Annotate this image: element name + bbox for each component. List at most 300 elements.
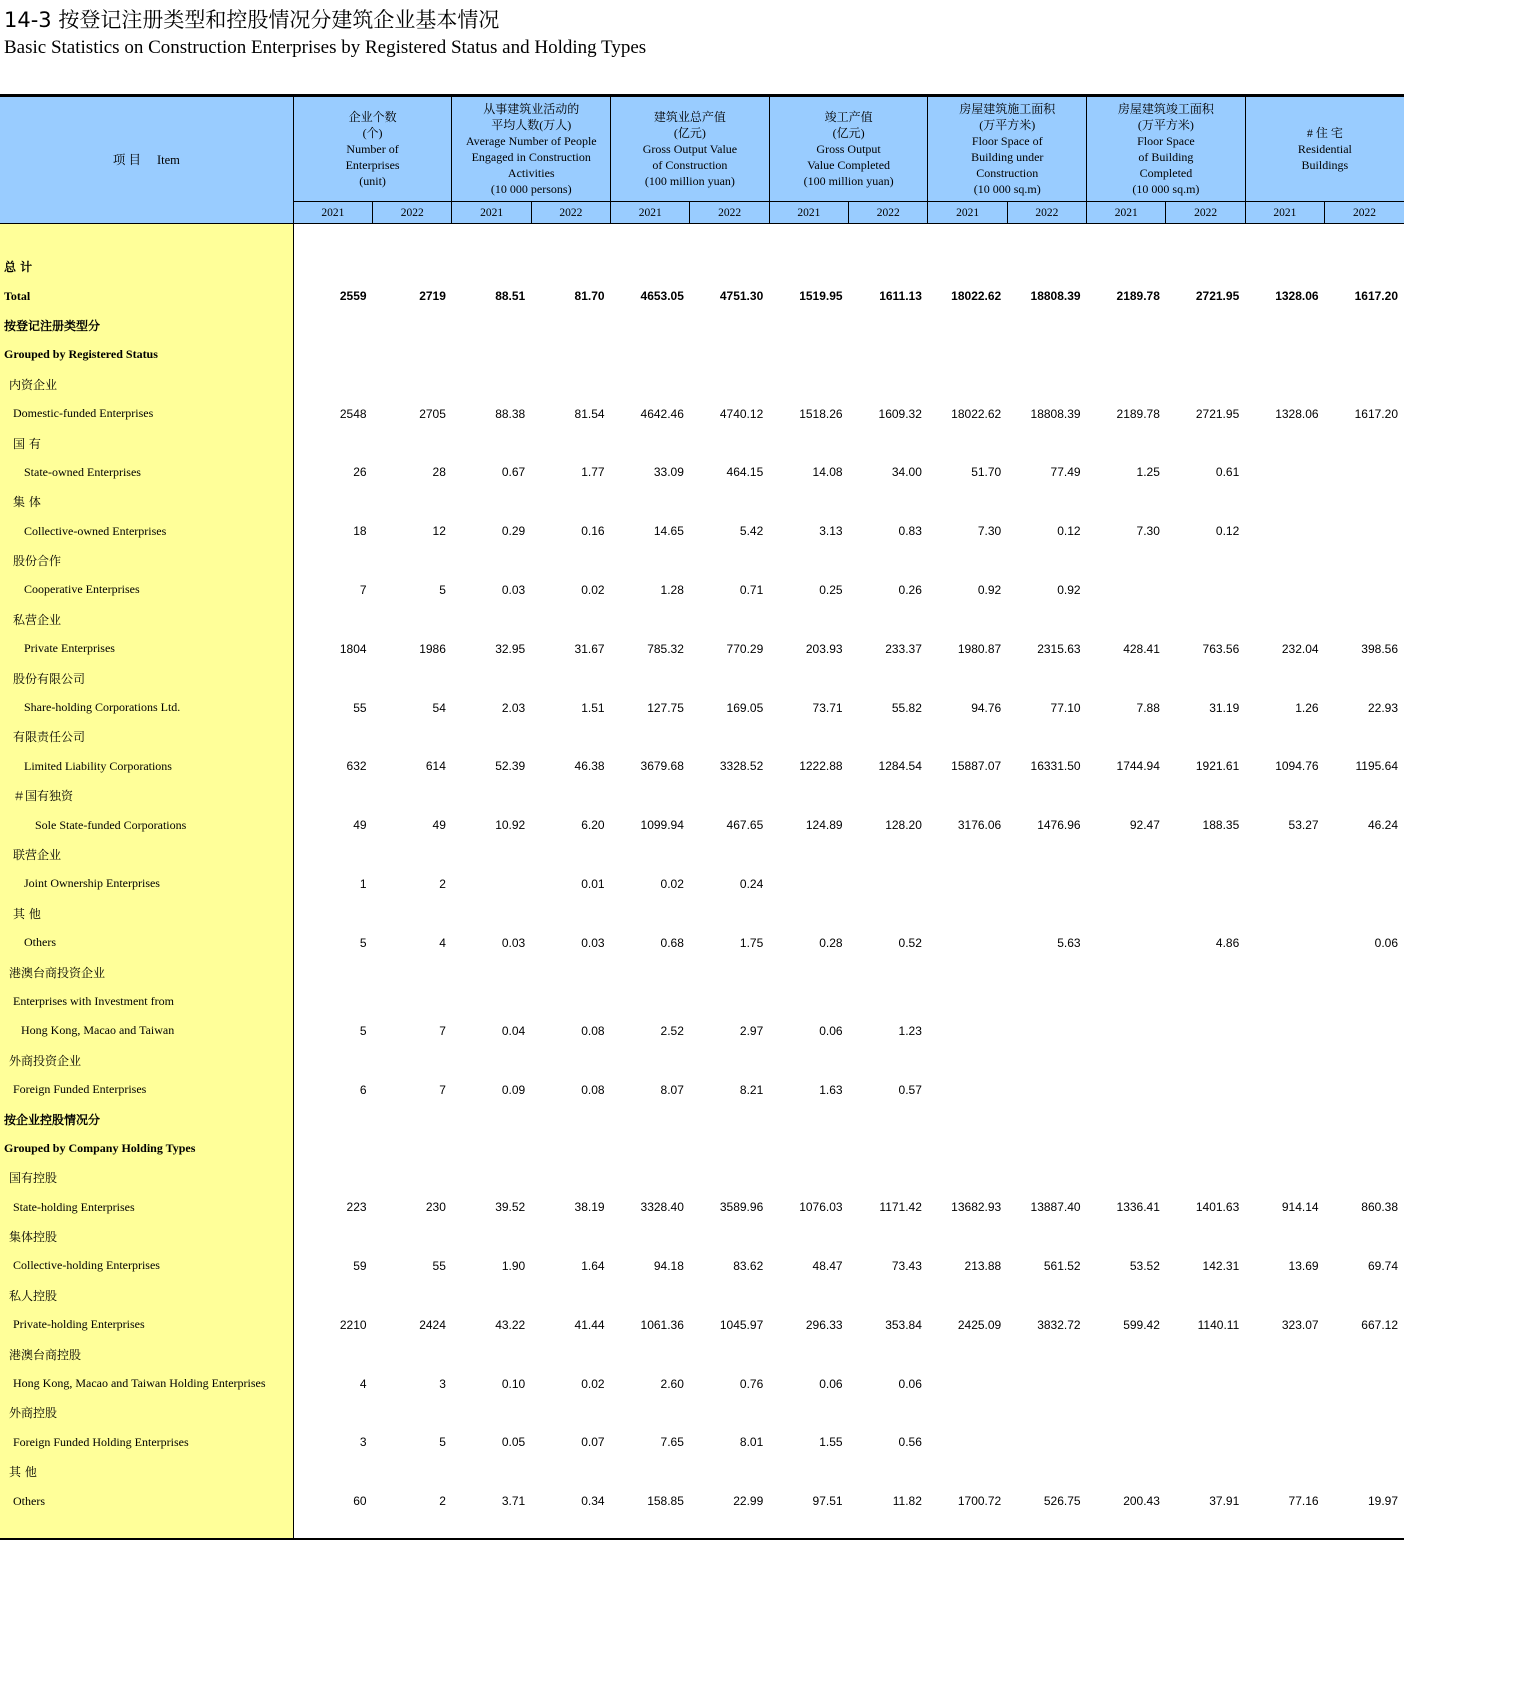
value-cell: [849, 1163, 928, 1192]
row-label: 港澳台商控股: [0, 1339, 293, 1368]
value-cell: [769, 1134, 848, 1163]
row-label: 联营企业: [0, 840, 293, 869]
value-cell: [293, 340, 372, 369]
value-cell: 14.65: [653, 524, 684, 539]
value-cell: [1245, 899, 1324, 928]
row-label: Share-holding Corporations Ltd.: [0, 693, 293, 722]
value-cell: [1087, 487, 1166, 516]
value-cell: [849, 957, 928, 986]
value-cell: 55: [432, 1258, 446, 1273]
value-cell: [611, 663, 690, 692]
value-cell: [531, 899, 610, 928]
row-label: 私人控股: [0, 1281, 293, 1310]
spacer-cell: [690, 1516, 769, 1539]
table-row: [0, 1046, 1404, 1075]
value-cell: 0.92: [977, 582, 1002, 597]
item-column-header: [0, 96, 293, 224]
value-cell: 1617.20: [1354, 406, 1398, 421]
value-cell: [928, 1339, 1007, 1368]
value-cell: 2705: [419, 406, 446, 421]
value-cell: [373, 1281, 452, 1310]
value-cell: [1007, 1016, 1086, 1045]
value-cell: [928, 487, 1007, 516]
value-cell: [1245, 370, 1324, 399]
value-cell: [1087, 869, 1166, 898]
value-cell: [1087, 428, 1166, 457]
value-cell: 77.10: [1050, 700, 1081, 715]
value-cell: 1284.54: [878, 759, 922, 774]
value-cell: [1325, 1134, 1404, 1163]
value-cell: 33.09: [653, 465, 684, 480]
value-cell: [531, 546, 610, 575]
avg-people-header: [452, 96, 611, 202]
value-cell: [1166, 1046, 1245, 1075]
value-cell: [928, 1281, 1007, 1310]
value-cell: 188.35: [1202, 818, 1240, 833]
value-cell: [1166, 1457, 1245, 1486]
spacer-cell: [293, 1516, 372, 1539]
table-row: [0, 987, 1404, 1016]
value-cell: 38.19: [574, 1200, 605, 1215]
value-cell: [1325, 370, 1404, 399]
value-cell: 0.92: [1057, 582, 1081, 597]
output-completed-header: [769, 96, 928, 202]
value-cell: [769, 1457, 848, 1486]
value-cell: 230: [425, 1200, 446, 1215]
value-cell: [1245, 1369, 1324, 1398]
value-cell: [293, 722, 372, 751]
value-cell: [1245, 311, 1324, 340]
value-cell: 34.00: [891, 465, 922, 480]
value-cell: [1166, 869, 1245, 898]
value-cell: [690, 840, 769, 869]
header-line: (10 000 persons): [490, 182, 572, 196]
value-cell: 3328.52: [719, 759, 764, 774]
value-cell: [928, 1163, 1007, 1192]
table-row: [0, 517, 1404, 546]
value-cell: [452, 957, 531, 986]
value-cell: [373, 1163, 452, 1192]
value-cell: [452, 781, 531, 810]
value-cell: [1087, 1369, 1166, 1398]
value-cell: 1609.32: [878, 406, 922, 421]
value-cell: 5: [439, 1435, 446, 1450]
value-cell: [452, 311, 531, 340]
value-cell: [611, 987, 690, 1016]
value-cell: [293, 1281, 372, 1310]
value-cell: [1087, 1134, 1166, 1163]
table-row: [0, 311, 1404, 340]
row-label: State-owned Enterprises: [0, 458, 293, 487]
value-cell: [1245, 869, 1324, 898]
value-cell: [690, 370, 769, 399]
value-cell: [1245, 1457, 1324, 1486]
value-cell: [373, 1222, 452, 1251]
value-cell: [1166, 722, 1245, 751]
value-cell: 7.88: [1136, 700, 1160, 715]
value-cell: [531, 311, 610, 340]
value-cell: [611, 957, 690, 986]
value-cell: [690, 987, 769, 1016]
value-cell: [690, 1134, 769, 1163]
value-cell: [1325, 1016, 1404, 1045]
value-cell: 0.03: [501, 935, 526, 950]
value-cell: [1166, 340, 1245, 369]
value-cell: 232.04: [1281, 641, 1319, 656]
value-cell: [1325, 546, 1404, 575]
value-cell: [690, 1104, 769, 1133]
value-cell: [1325, 1398, 1404, 1427]
table-row: [0, 399, 1404, 428]
value-cell: [849, 1281, 928, 1310]
value-cell: 8.21: [739, 1082, 764, 1097]
value-cell: [293, 1046, 372, 1075]
header-line: Building under: [971, 150, 1044, 164]
value-cell: 0.10: [501, 1376, 526, 1391]
row-label: Private-holding Enterprises: [0, 1310, 293, 1339]
value-cell: [1166, 487, 1245, 516]
value-cell: [293, 1134, 372, 1163]
value-cell: 2210: [339, 1317, 367, 1332]
value-cell: [1166, 781, 1245, 810]
spacer-cell: [452, 1516, 531, 1539]
value-cell: [531, 1104, 610, 1133]
table-row: [0, 1075, 1404, 1104]
value-cell: 0.29: [501, 524, 526, 539]
value-cell: 323.07: [1281, 1317, 1319, 1332]
value-cell: 2: [439, 876, 446, 891]
value-cell: [531, 605, 610, 634]
value-cell: [690, 605, 769, 634]
value-cell: [452, 663, 531, 692]
spacer-cell: [928, 224, 1007, 253]
value-cell: [452, 1222, 531, 1251]
spacer-cell: [1166, 224, 1245, 253]
value-cell: [690, 1398, 769, 1427]
table-row: [0, 1310, 1404, 1339]
value-cell: [849, 869, 928, 898]
value-cell: [1087, 311, 1166, 340]
value-cell: [769, 899, 848, 928]
floor-space-completed-header: [1087, 96, 1246, 202]
value-cell: [690, 1281, 769, 1310]
value-cell: 1617.20: [1354, 289, 1398, 304]
value-cell: [611, 252, 690, 281]
gross-output-header: [611, 96, 770, 202]
value-cell: [849, 605, 928, 634]
value-cell: 0.08: [581, 1082, 605, 1097]
value-cell: [1007, 311, 1086, 340]
value-cell: [769, 722, 848, 751]
value-cell: 10.92: [495, 818, 526, 833]
value-cell: [1325, 517, 1404, 546]
value-cell: [849, 840, 928, 869]
value-cell: [611, 1339, 690, 1368]
value-cell: [1007, 840, 1086, 869]
value-cell: [1007, 1046, 1086, 1075]
value-cell: [452, 370, 531, 399]
value-cell: 0.08: [581, 1023, 605, 1038]
value-cell: [769, 370, 848, 399]
value-cell: [849, 1222, 928, 1251]
value-cell: 46.38: [574, 759, 605, 774]
value-cell: [1087, 957, 1166, 986]
value-cell: [928, 899, 1007, 928]
value-cell: [1325, 1163, 1404, 1192]
table-row: [0, 1339, 1404, 1368]
value-cell: 73.71: [812, 700, 843, 715]
value-cell: 1328.06: [1275, 406, 1319, 421]
value-cell: 53.52: [1129, 1258, 1160, 1273]
header-line: Buildings: [1301, 158, 1349, 172]
value-cell: [373, 428, 452, 457]
value-cell: [1325, 1222, 1404, 1251]
value-cell: [373, 899, 452, 928]
header-line: Construction: [976, 166, 1039, 180]
value-cell: 914.14: [1281, 1200, 1319, 1215]
row-label: Cooperative Enterprises: [0, 575, 293, 604]
value-cell: [690, 722, 769, 751]
value-cell: [769, 957, 848, 986]
value-cell: 69.74: [1367, 1258, 1398, 1273]
value-cell: 7.65: [660, 1435, 684, 1450]
value-cell: [531, 663, 610, 692]
value-cell: 51.70: [971, 465, 1002, 480]
value-cell: [1007, 487, 1086, 516]
value-cell: [1166, 899, 1245, 928]
value-cell: [1325, 458, 1404, 487]
table-row: [0, 1163, 1404, 1192]
value-cell: [769, 1339, 848, 1368]
year-header: 2021: [293, 202, 372, 224]
value-cell: 94.18: [653, 1258, 684, 1273]
value-cell: 26: [353, 465, 367, 480]
value-cell: 2548: [339, 406, 367, 421]
value-cell: [373, 546, 452, 575]
value-cell: [1166, 840, 1245, 869]
value-cell: [373, 1398, 452, 1427]
row-label: Domestic-funded Enterprises: [0, 399, 293, 428]
value-cell: 763.56: [1202, 641, 1240, 656]
value-cell: [373, 663, 452, 692]
row-label: 内资企业: [0, 370, 293, 399]
header-line: Enterprises: [345, 158, 400, 172]
value-cell: 614: [425, 759, 446, 774]
table-row: [0, 1398, 1404, 1427]
value-cell: 13.69: [1288, 1258, 1319, 1273]
spacer-cell: [1245, 224, 1324, 253]
value-cell: [690, 781, 769, 810]
value-cell: [531, 370, 610, 399]
value-cell: [611, 340, 690, 369]
spacer-cell: [1245, 1516, 1324, 1539]
value-cell: [928, 340, 1007, 369]
value-cell: [1245, 1339, 1324, 1368]
value-cell: [531, 1046, 610, 1075]
value-cell: [1166, 957, 1245, 986]
value-cell: 0.03: [501, 582, 526, 597]
value-cell: [1087, 1016, 1166, 1045]
value-cell: 3589.96: [719, 1200, 764, 1215]
value-cell: [293, 1222, 372, 1251]
value-cell: [849, 370, 928, 399]
value-cell: [1166, 311, 1245, 340]
value-cell: [769, 869, 848, 898]
spacer-cell: [0, 1516, 293, 1539]
value-cell: 4.86: [1215, 935, 1240, 950]
value-cell: 2189.78: [1116, 289, 1160, 304]
value-cell: [1007, 1428, 1086, 1457]
value-cell: [373, 1104, 452, 1133]
value-cell: [611, 605, 690, 634]
value-cell: 1700.72: [957, 1494, 1002, 1509]
value-cell: [1007, 1104, 1086, 1133]
value-cell: [1007, 340, 1086, 369]
value-cell: [1325, 252, 1404, 281]
value-cell: [531, 781, 610, 810]
value-cell: 7: [439, 1082, 446, 1097]
header-line: 房屋建筑施工面积: [959, 102, 1056, 116]
value-cell: 32.95: [495, 641, 526, 656]
header-line: (10 000 sq.m): [973, 182, 1041, 196]
value-cell: [1007, 899, 1086, 928]
value-cell: 2.60: [660, 1376, 684, 1391]
value-cell: [849, 987, 928, 1016]
value-cell: 3: [359, 1435, 367, 1450]
spacer-cell: [1325, 224, 1404, 253]
value-cell: [849, 663, 928, 692]
table-row: [0, 1486, 1404, 1515]
header-line: Gross Output: [816, 142, 881, 156]
value-cell: [611, 1134, 690, 1163]
header-line: Floor Space of: [971, 134, 1043, 148]
value-cell: 169.05: [726, 700, 764, 715]
value-cell: [1325, 605, 1404, 634]
value-cell: 0.02: [581, 1376, 605, 1391]
table-row: [0, 1457, 1404, 1486]
value-cell: 0.06: [1374, 935, 1398, 950]
value-cell: [452, 869, 531, 898]
table-row: [0, 546, 1404, 575]
row-label: 按登记注册类型分: [0, 311, 293, 340]
value-cell: [849, 781, 928, 810]
value-cell: 0.34: [581, 1494, 605, 1509]
value-cell: [1245, 428, 1324, 457]
value-cell: [1245, 1398, 1324, 1427]
table-row: [0, 810, 1404, 839]
value-cell: [452, 1339, 531, 1368]
spacer-cell: [1087, 224, 1166, 253]
value-cell: 1.77: [581, 465, 605, 480]
header-line: (万平方米): [979, 118, 1036, 132]
value-cell: 127.75: [647, 700, 684, 715]
value-cell: [611, 1457, 690, 1486]
row-label: 有限责任公司: [0, 722, 293, 751]
value-cell: [1245, 252, 1324, 281]
spacer-cell: [1007, 224, 1086, 253]
spacer-cell: [531, 1516, 610, 1539]
value-cell: 1.63: [819, 1082, 843, 1097]
value-cell: 2721.95: [1195, 406, 1240, 421]
value-cell: [849, 311, 928, 340]
table-row: [0, 1369, 1404, 1398]
value-cell: 1804: [339, 641, 367, 656]
table-row: [0, 869, 1404, 898]
spacer-cell: [769, 1516, 848, 1539]
value-cell: [452, 987, 531, 1016]
value-cell: 59: [353, 1258, 367, 1273]
spacer-cell: [373, 224, 452, 253]
value-cell: [452, 546, 531, 575]
value-cell: [769, 1046, 848, 1075]
value-cell: 0.56: [898, 1435, 922, 1450]
value-cell: 0.04: [501, 1023, 526, 1038]
value-cell: 2315.63: [1037, 641, 1081, 656]
value-cell: [611, 1281, 690, 1310]
value-cell: 0.07: [581, 1435, 605, 1450]
value-cell: [531, 957, 610, 986]
value-cell: [1325, 428, 1404, 457]
table-header: [0, 96, 1404, 224]
value-cell: [1166, 1369, 1245, 1398]
value-cell: 3: [439, 1376, 446, 1391]
value-cell: 77.16: [1288, 1494, 1319, 1509]
value-cell: [1087, 546, 1166, 575]
value-cell: [1087, 1281, 1166, 1310]
value-cell: [452, 428, 531, 457]
year-header: 2022: [849, 202, 928, 224]
value-cell: [1166, 1016, 1245, 1045]
value-cell: 4: [359, 1376, 367, 1391]
value-cell: [1087, 928, 1166, 957]
value-cell: [531, 1398, 610, 1427]
floor-space-under-construction-header: [928, 96, 1087, 202]
value-cell: [1007, 370, 1086, 399]
value-cell: 97.51: [812, 1494, 843, 1509]
value-cell: 4642.46: [640, 406, 684, 421]
value-cell: [531, 1134, 610, 1163]
header-line: (unit): [359, 174, 386, 188]
value-cell: 1061.36: [640, 1317, 684, 1332]
value-cell: [293, 781, 372, 810]
value-cell: 561.52: [1043, 1258, 1081, 1273]
value-cell: 0.06: [819, 1376, 843, 1391]
header-line: Value Completed: [807, 158, 891, 172]
year-header: 2022: [373, 202, 452, 224]
header-row-groups: [0, 96, 1404, 202]
row-label: State-holding Enterprises: [0, 1193, 293, 1222]
value-cell: [1325, 869, 1404, 898]
value-cell: [1007, 1457, 1086, 1486]
spacer-cell: [1166, 1516, 1245, 1539]
value-cell: [928, 605, 1007, 634]
value-cell: [690, 311, 769, 340]
value-cell: 5: [359, 1023, 367, 1038]
table-row: [0, 605, 1404, 634]
value-cell: 15887.07: [951, 759, 1002, 774]
header-line: (万平方米): [1137, 118, 1194, 132]
value-cell: [928, 428, 1007, 457]
value-cell: [531, 1222, 610, 1251]
value-cell: [690, 487, 769, 516]
value-cell: [611, 546, 690, 575]
value-cell: 599.42: [1123, 1317, 1160, 1332]
value-cell: [690, 428, 769, 457]
table-row: [0, 1016, 1404, 1045]
value-cell: [1325, 781, 1404, 810]
value-cell: 1519.95: [799, 289, 843, 304]
value-cell: [1245, 663, 1324, 692]
